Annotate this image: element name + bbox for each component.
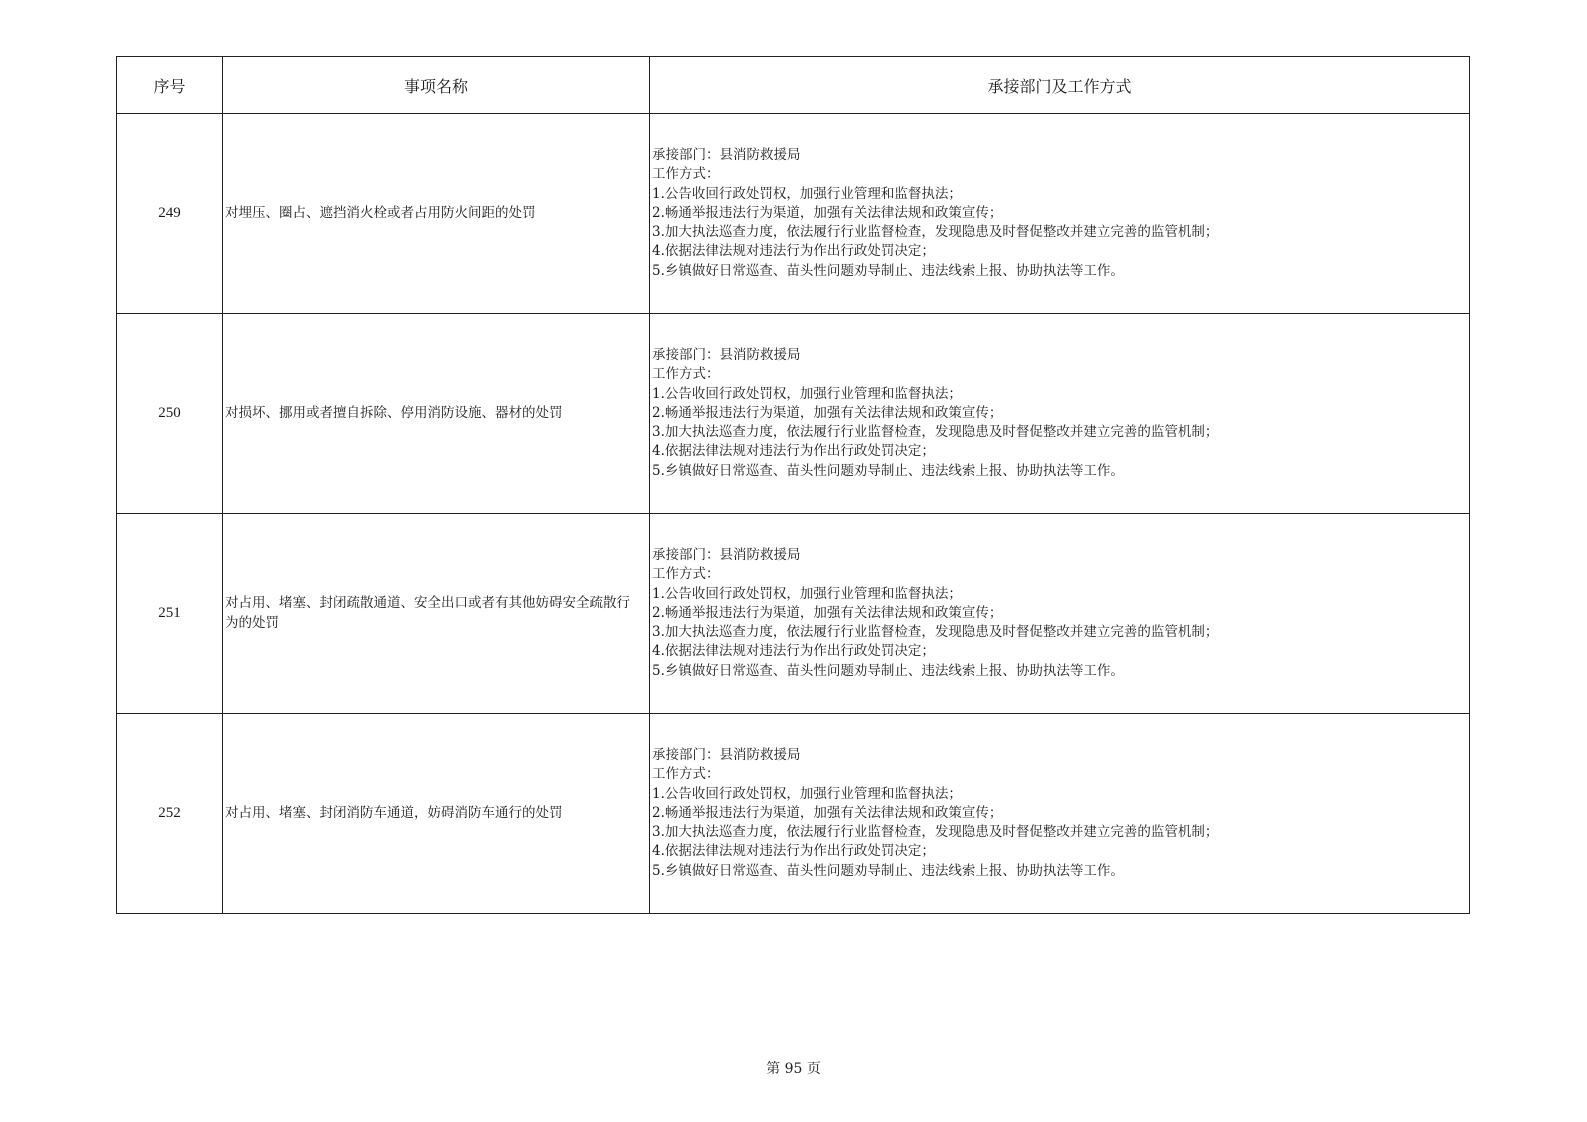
table-row xyxy=(117,514,1470,714)
method-item-4: 4.依据法律法规对违法行为作出行政处罚决定； xyxy=(652,843,935,860)
method-item-5: 5.乡镇做好日常巡查、苗头性问题劝导制止、违法线索上报、协助执法等工作。 xyxy=(652,662,1124,679)
department-line: 承接部门：县消防救援局 xyxy=(652,747,801,764)
serial-number-cell: 251 xyxy=(117,514,223,714)
method-item-2: 2.畅通举报违法行为渠道，加强有关法律法规和政策宣传； xyxy=(652,804,1003,821)
method-heading-line: 工作方式： xyxy=(652,366,720,383)
method-item-2: 2.畅通举报违法行为渠道，加强有关法律法规和政策宣传； xyxy=(652,204,1003,221)
department-line: 承接部门：县消防救援局 xyxy=(652,347,801,364)
method-heading-line: 工作方式： xyxy=(652,566,720,583)
method-item-3: 3.加大执法巡查力度，依法履行行业监督检查，发现隐患及时督促整改并建立完善的监管机制； xyxy=(652,424,1219,441)
serial-number-cell: 252 xyxy=(117,714,223,914)
method-item-4: 4.依据法律法规对违法行为作出行政处罚决定； xyxy=(652,443,935,460)
method-item-3: 3.加大执法巡查力度，依法履行行业监督检查，发现隐患及时督促整改并建立完善的监管机制； xyxy=(652,824,1219,841)
header-row xyxy=(117,57,1470,114)
department-method-cell xyxy=(650,314,1470,514)
item-name-cell: 对损坏、挪用或者擅自拆除、停用消防设施、器材的处罚 xyxy=(223,314,650,514)
method-item-3: 3.加大执法巡查力度，依法履行行业监督检查，发现隐患及时督促整改并建立完善的监管机制； xyxy=(652,224,1219,241)
department-method-cell xyxy=(650,114,1470,314)
method-item-4: 4.依据法律法规对违法行为作出行政处罚决定； xyxy=(652,243,935,260)
serial-number-cell: 249 xyxy=(117,114,223,314)
department-method-cell xyxy=(650,714,1470,914)
method-item-4: 4.依据法律法规对违法行为作出行政处罚决定； xyxy=(652,643,935,660)
serial-number-cell: 250 xyxy=(117,314,223,514)
department-line: 承接部门：县消防救援局 xyxy=(652,147,801,164)
header-item-name: 事项名称 xyxy=(223,57,650,114)
method-item-5: 5.乡镇做好日常巡查、苗头性问题劝导制止、违法线索上报、协助执法等工作。 xyxy=(652,462,1124,479)
header-department-and-method: 承接部门及工作方式 xyxy=(650,57,1470,114)
item-name-cell: 对占用、堵塞、封闭消防车通道，妨碍消防车通行的处罚 xyxy=(223,714,650,914)
method-heading-line: 工作方式： xyxy=(652,766,720,783)
method-item-1: 1.公告收回行政处罚权，加强行业管理和监督执法； xyxy=(652,785,962,802)
method-item-3: 3.加大执法巡查力度，依法履行行业监督检查，发现隐患及时督促整改并建立完善的监管机制； xyxy=(652,624,1219,641)
matters-table xyxy=(116,56,1470,914)
method-item-5: 5.乡镇做好日常巡查、苗头性问题劝导制止、违法线索上报、协助执法等工作。 xyxy=(652,862,1124,879)
method-item-5: 5.乡镇做好日常巡查、苗头性问题劝导制止、违法线索上报、协助执法等工作。 xyxy=(652,262,1124,279)
department-line: 承接部门：县消防救援局 xyxy=(652,547,801,564)
method-item-1: 1.公告收回行政处罚权，加强行业管理和监督执法； xyxy=(652,385,962,402)
item-name-cell: 对占用、堵塞、封闭疏散通道、安全出口或者有其他妨碍安全疏散行为的处罚 xyxy=(223,514,650,714)
department-method-cell xyxy=(650,514,1470,714)
method-item-2: 2.畅通举报违法行为渠道，加强有关法律法规和政策宣传； xyxy=(652,404,1003,421)
table-row xyxy=(117,714,1470,914)
header-serial-number: 序号 xyxy=(117,57,223,114)
table-row xyxy=(117,114,1470,314)
item-name-cell: 对埋压、圈占、遮挡消火栓或者占用防火间距的处罚 xyxy=(223,114,650,314)
method-item-2: 2.畅通举报违法行为渠道，加强有关法律法规和政策宣传； xyxy=(652,604,1003,621)
method-item-1: 1.公告收回行政处罚权，加强行业管理和监督执法； xyxy=(652,585,962,602)
page-number: 第 95 页 xyxy=(766,1061,821,1077)
method-item-1: 1.公告收回行政处罚权，加强行业管理和监督执法； xyxy=(652,185,962,202)
table-row xyxy=(117,314,1470,514)
method-heading-line: 工作方式： xyxy=(652,166,720,183)
